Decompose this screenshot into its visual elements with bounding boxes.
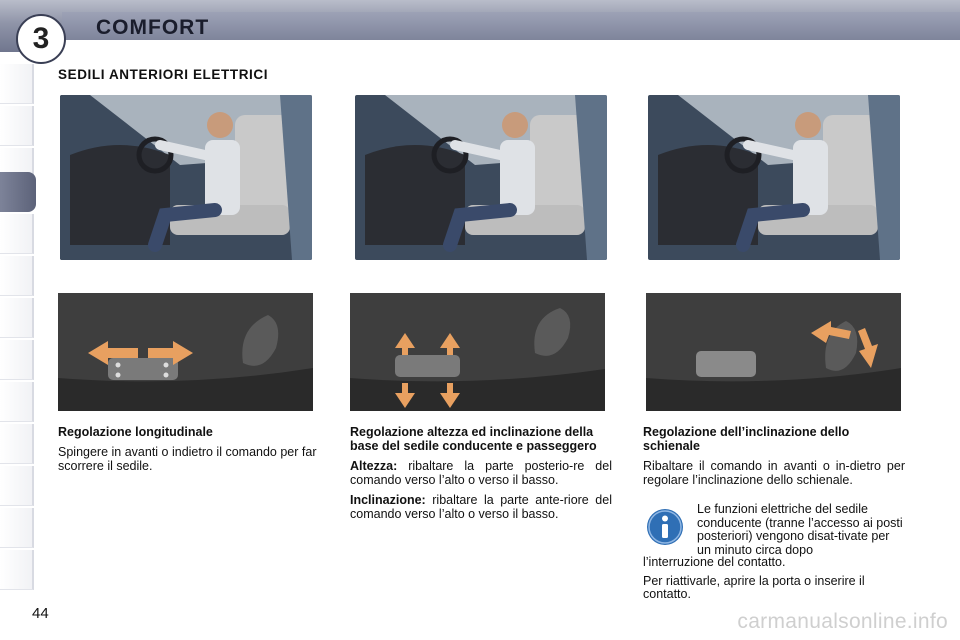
chapter-tab[interactable] — [0, 550, 34, 590]
page-number: 44 — [32, 605, 49, 622]
section-title: SEDILI ANTERIORI ELETTRICI — [58, 67, 269, 82]
column-heading: Regolazione altezza ed inclinazione della base del sedile conducente e passeggero — [350, 425, 597, 453]
chapter-tab[interactable] — [0, 106, 34, 146]
seat-photo-2 — [355, 95, 607, 260]
info-note-text-2: Per riattivarle, aprire la porta o inserire il contatto. — [643, 573, 865, 601]
chapter-badge — [16, 14, 66, 64]
column-paragraph: Inclinazione: ribaltare la parte ante-riore del comando verso l’alto o verso il basso. — [350, 493, 612, 521]
column-height-tilt — [350, 425, 612, 527]
chapter-tab[interactable] — [0, 298, 34, 338]
chapter-tab[interactable] — [0, 382, 34, 422]
header-divider — [40, 40, 960, 56]
info-icon — [646, 508, 684, 546]
control-closeup-backrest — [646, 293, 901, 411]
column-backrest — [643, 425, 905, 493]
watermark: carmanualsonline.info — [737, 610, 948, 633]
seat-photo-3 — [648, 95, 900, 260]
chapter-tab[interactable] — [0, 508, 34, 548]
chapter-tab-strip — [0, 64, 36, 584]
chapter-tab[interactable] — [0, 424, 34, 464]
seat-photo-1 — [60, 95, 312, 260]
column-paragraph: Ribaltare il comando in avanti o in-dietro per regolare l’inclinazione dello schienale. — [643, 459, 905, 487]
chapter-tab[interactable] — [0, 214, 34, 254]
control-closeup-longitudinal — [58, 293, 313, 411]
chapter-tab-active[interactable] — [0, 172, 36, 212]
info-note-text: Le funzioni elettriche del sedile conducente (tranne l’accesso ai posti posteriori) vengono disat-tivate per un minuto circa dopo — [697, 502, 903, 557]
info-note-continued — [643, 556, 905, 607]
chapter-tab[interactable] — [0, 64, 34, 104]
column-paragraph: Altezza: ribaltare la parte posterio-re del comando verso l’alto o verso il basso. — [350, 459, 612, 487]
column-heading: Regolazione longitudinale — [58, 425, 213, 439]
chapter-number: 3 — [32, 22, 50, 55]
control-closeup-height — [350, 293, 605, 411]
column-heading: Regolazione dell’inclinazione dello schienale — [643, 425, 850, 453]
chapter-tab[interactable] — [0, 256, 34, 296]
column-longitudinal — [58, 425, 320, 479]
column-paragraph: Spingere in avanti o indietro il comando per far scorrere il sedile. — [58, 445, 317, 473]
chapter-tab[interactable] — [0, 466, 34, 506]
chapter-title: COMFORT — [96, 16, 210, 39]
info-note-text-cont: l’interruzione del contatto. — [643, 555, 786, 569]
chapter-tab[interactable] — [0, 340, 34, 380]
